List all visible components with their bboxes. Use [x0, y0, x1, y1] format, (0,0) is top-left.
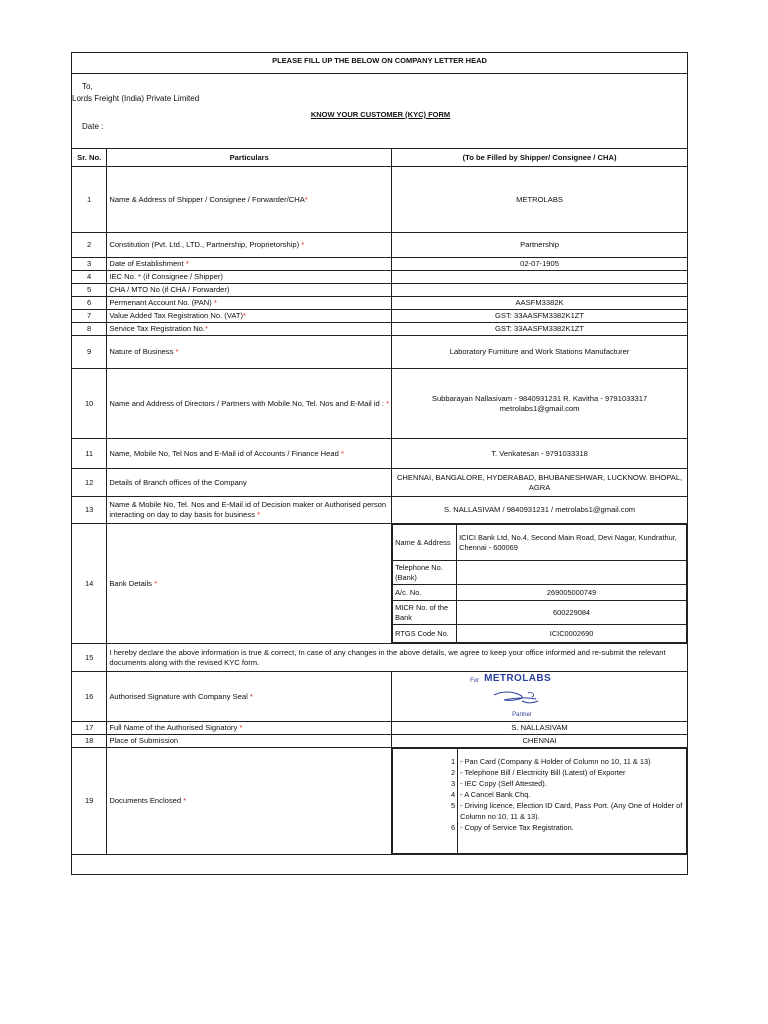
label-text: Nature of Business — [109, 347, 176, 356]
row-label — [107, 233, 392, 258]
kyc-form-sheet — [71, 52, 688, 875]
row-value[interactable]: CHENNAI — [392, 735, 688, 748]
seal-partner-text: Partner — [512, 711, 532, 718]
doc-num-1: 1 — [450, 757, 456, 766]
table-row — [72, 469, 688, 497]
label-text: Service Tax Registration No. — [109, 324, 206, 333]
bank-ac-label: A/c. No. — [393, 585, 457, 601]
top-instruction: PLEASE FILL UP THE BELOW ON COMPANY LETTER HEAD — [72, 53, 687, 74]
required-mark: * — [175, 347, 179, 356]
row-sr: 16 — [72, 672, 107, 722]
seal-for-text: For — [470, 677, 480, 684]
table-row — [72, 439, 688, 469]
bank-details-cell — [392, 524, 688, 644]
bank-row — [72, 524, 688, 644]
row-value[interactable]: S. NALLASIVAM — [392, 722, 688, 735]
list-item: - IEC Copy (Self Attested). — [460, 779, 547, 788]
label-text: Full Name of the Authorised Signatory — [109, 723, 240, 732]
row-value[interactable]: Partnership — [392, 233, 688, 258]
row-label — [107, 284, 392, 297]
label-text: Documents Enclosed — [109, 796, 184, 805]
declaration-text: I hereby declare the above information is true & correct, In case of any changes in the above details, we agree to keep your office informed and re-submit the relevant documents along with the revised KYC form. — [107, 644, 688, 672]
row-sr: 8 — [72, 323, 107, 336]
row-label — [107, 297, 392, 310]
list-item: - Telephone Bill / Electricity Bill (Latest) of Exporter — [460, 768, 626, 777]
col-sr-header: Sr. No. — [72, 149, 107, 167]
row-value[interactable]: GST: 33AASFM3382K1ZT — [392, 323, 688, 336]
table-row — [72, 167, 688, 233]
kyc-table — [71, 148, 688, 855]
row-sr: 5 — [72, 284, 107, 297]
row-value[interactable]: GST: 33AASFM3382K1ZT — [392, 310, 688, 323]
label-text: CHA / MTO No (if CHA / Forwarder) — [109, 285, 230, 294]
declaration-row — [72, 644, 688, 672]
bank-rtgs-label: RTGS Code No. — [393, 625, 457, 643]
directors-email: metrolabs1@gmail.com — [499, 403, 580, 413]
documents-list — [392, 748, 687, 854]
row-sr: 13 — [72, 497, 107, 524]
table-row — [72, 284, 688, 297]
row-label — [107, 722, 392, 735]
table-row — [72, 722, 688, 735]
row-label — [107, 310, 392, 323]
bank-name-value[interactable]: ICICI Bank Ltd, No.4, Second Main Road, Devi Nagar, Kundrathur, Chennai - 600069 — [457, 525, 687, 561]
addressee: Lords Freight (India) Private Limited — [72, 94, 200, 103]
doc-text-column — [458, 749, 687, 854]
required-mark: * — [213, 298, 217, 307]
table-row — [72, 233, 688, 258]
bank-tel-label: Telephone No. (Bank) — [393, 561, 457, 585]
doc-num-5: 5 — [450, 801, 456, 810]
row-value[interactable]: AASFM3382K — [392, 297, 688, 310]
required-mark: * — [386, 398, 390, 408]
doc-num-3: 3 — [450, 779, 456, 788]
signature-row — [72, 672, 688, 722]
required-mark: * — [154, 578, 158, 588]
row-value[interactable]: S. NALLASIVAM / 9840931231 / metrolabs1@gmail.com — [392, 497, 688, 524]
row-sr: 17 — [72, 722, 107, 735]
signature-cell[interactable] — [392, 672, 688, 722]
label-text: Name and Address of Directors / Partners with Mobile No, Tel. Nos and E-Mail id : — [109, 398, 387, 408]
label-text: Bank Details — [109, 578, 155, 588]
row-sr: 12 — [72, 469, 107, 497]
row-label — [107, 524, 392, 644]
row-sr: 3 — [72, 258, 107, 271]
row-label — [107, 271, 392, 284]
required-mark: * — [243, 311, 246, 320]
label-text: IEC No. * (if Consignee / Shipper) — [109, 272, 223, 281]
required-mark: * — [185, 259, 189, 268]
table-row — [72, 369, 688, 439]
bank-tel-value[interactable] — [457, 561, 687, 585]
signature-scribble-icon — [492, 689, 542, 707]
required-mark: * — [301, 240, 305, 249]
list-item: - A Cancel Bank Chq. — [460, 790, 531, 799]
doc-num-4: 4 — [450, 790, 456, 799]
date-label: Date : — [82, 122, 104, 131]
col-value-header: (To be Filled by Shipper/ Consignee / CHA) — [392, 149, 688, 167]
row-sr: 19 — [72, 748, 107, 855]
row-value[interactable]: 02-07-1905 — [392, 258, 688, 271]
row-value[interactable]: T. Venkatesan - 9791033318 — [392, 439, 688, 469]
to-label: To, — [82, 82, 93, 91]
row-sr: 2 — [72, 233, 107, 258]
required-mark: * — [304, 194, 308, 204]
row-label — [107, 439, 392, 469]
row-sr: 6 — [72, 297, 107, 310]
label-text: Name, Mobile No, Tel Nos and E-Mail id of Accounts / Finance Head — [109, 448, 341, 458]
bank-details-table — [392, 524, 687, 643]
label-text: Permenant Account No. (PAN) — [109, 298, 214, 307]
list-item: - Pan Card (Company & Holder of Column no 10, 11 & 13) — [460, 757, 651, 766]
required-mark: * — [340, 448, 344, 458]
row-sr: 4 — [72, 271, 107, 284]
row-label — [107, 323, 392, 336]
table-row — [72, 323, 688, 336]
required-mark: * — [183, 796, 187, 805]
bank-name-label: Name & Address — [393, 525, 457, 561]
label-text: Date of Establishment — [109, 259, 186, 268]
row-sr: 11 — [72, 439, 107, 469]
row-label — [107, 336, 392, 369]
documents-row — [72, 748, 688, 855]
row-value[interactable] — [392, 271, 688, 284]
row-label — [107, 748, 392, 855]
bank-micr-label: MICR No. of the Bank — [393, 601, 457, 625]
table-row — [72, 271, 688, 284]
table-row — [72, 297, 688, 310]
directors-text: Subbarayan Nallasivam - 9840931231 R. Kavitha - 9791033317 — [431, 393, 648, 403]
row-value[interactable] — [392, 284, 688, 297]
col-particulars-header: Particulars — [107, 149, 392, 167]
label-text: Constitution (Pvt. Ltd., LTD., Partnership, Proprietorship) — [109, 240, 302, 249]
seal-brand-text: METROLABS — [484, 672, 552, 684]
row-sr: 7 — [72, 310, 107, 323]
row-sr: 15 — [72, 644, 107, 672]
row-sr: 10 — [72, 369, 107, 439]
row-value[interactable]: CHENNAI, BANGALORE, HYDERABAD, BHUBANESHWAR, LUCKNOW. BHOPAL, AGRA — [392, 469, 688, 497]
row-sr: 14 — [72, 524, 107, 644]
table-row — [72, 497, 688, 524]
row-sr: 18 — [72, 735, 107, 748]
row-label — [107, 258, 392, 271]
required-mark: * — [257, 510, 261, 519]
doc-number — [393, 749, 458, 854]
doc-num-6: 6 — [450, 823, 456, 832]
label-text: Details of Branch offices of the Company — [109, 477, 247, 487]
row-value[interactable]: METROLABS — [392, 167, 688, 233]
row-label — [107, 672, 392, 722]
bank-micr-value[interactable]: 600229084 — [457, 601, 687, 625]
bank-ac-value[interactable]: 269005000749 — [457, 585, 687, 601]
list-item: - Copy of Service Tax Registration. — [460, 823, 574, 832]
table-row — [72, 735, 688, 748]
row-label — [107, 469, 392, 497]
row-sr: 1 — [72, 167, 107, 233]
label-text: Authorised Signature with Company Seal — [109, 691, 250, 701]
row-value[interactable]: Laboratory Furniture and Work Stations Manufacturer — [392, 336, 688, 369]
list-item: - Driving licence, Election ID Card, Pass Port. (Any One of Holder of Column no 10, 11 & 13). — [460, 801, 683, 821]
row-value[interactable] — [392, 369, 688, 439]
table-row — [72, 336, 688, 369]
bank-rtgs-value[interactable]: ICIC0002690 — [457, 625, 687, 643]
doc-num-2: 2 — [450, 768, 456, 777]
label-text: Name & Address of Shipper / Consignee / Forwarder/CHA — [109, 194, 305, 204]
required-mark: * — [239, 723, 243, 732]
row-label: Place of Submission — [107, 735, 392, 748]
label-text: Name & Mobile No, Tel. Nos and E-Mail id of Decision maker or Authorised person interacting on day to day basis for business — [109, 500, 387, 519]
table-row — [72, 258, 688, 271]
required-mark: * — [205, 324, 208, 333]
table-row — [72, 310, 688, 323]
required-mark: * — [249, 691, 253, 701]
row-sr: 9 — [72, 336, 107, 369]
row-label — [107, 369, 392, 439]
row-label — [107, 497, 392, 524]
form-title: KNOW YOUR CUSTOMER (KYC) FORM — [310, 110, 451, 119]
documents-cell — [392, 748, 688, 855]
row-label — [107, 167, 392, 233]
label-text: Value Added Tax Registration No. (VAT) — [109, 311, 244, 320]
company-seal — [392, 674, 687, 720]
